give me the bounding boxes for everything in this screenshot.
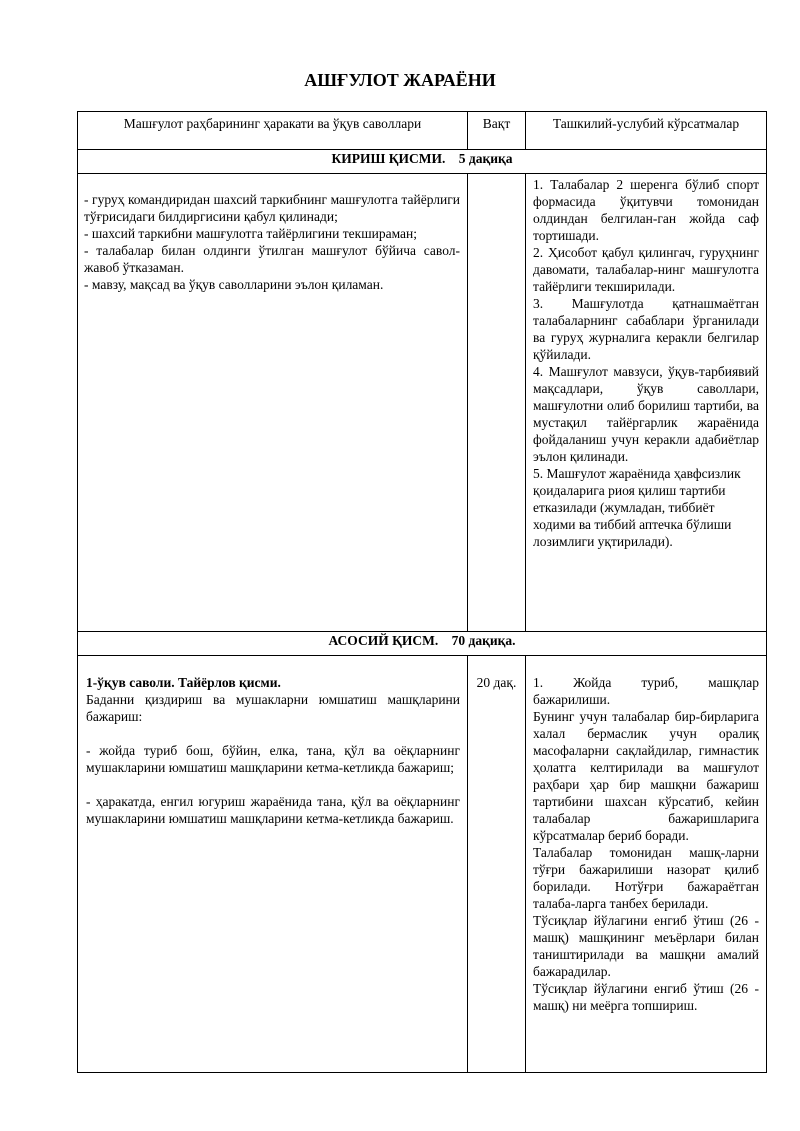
intro-instruction-item: 5. Машғулот жараёнида ҳавфсизлик қоидаларига риоя қилиш тартиби етказилади (жумладан, тиббиёт ходими ва тиббий аптечка бўлиши лозимлиги уқтирилади). xyxy=(533,466,741,549)
intro-instruction-item: 4. Машғулот мавзуси, ўқув-тарбиявий мақсадлари, ўқув саволлари, машғулотни олиб борилиш тартиби, ва мустақил тайёргарлик жараёнида фойдаланиш учун керакли адабиётлар эълон қилинади. xyxy=(533,364,759,464)
intro-time-cell xyxy=(468,174,526,632)
question-item: - жойда туриб бош, бўйин, елка, тана, қўл ва оёқларнинг мушакларини юмшатиш машқларини кетма-кетликда бажариш; xyxy=(86,743,460,775)
lesson-table xyxy=(77,111,767,1073)
main-actions-cell xyxy=(78,656,468,1073)
section-intro-heading xyxy=(78,150,767,174)
question-intro: Баданни қиздириш ва мушакларни юмшатиш машқларини бажариш: xyxy=(86,692,460,724)
intro-instruction-item: 2. Ҳисобот қабул қилингач, гуруҳнинг давомати, талабалар-нинг машғулотга тайёрлиги текширилади. xyxy=(533,245,759,294)
main-instruction-item: Талабалар томонидан машқ-ларни тўғри бажарилиши назорат қилиб борилади. Нотўғри бажараётган талаба-ларга танбех берилади. xyxy=(533,845,759,911)
section-intro-row xyxy=(78,150,767,174)
question-title: 1-ўқув саволи. Тайёрлов қисми. xyxy=(86,675,281,690)
intro-instruction-item: 3. Машғулотда қатнашмаётган талабаларнинг сабаблари ўрганилади ва гуруҳ журналига керакли белгилар қўйилади. xyxy=(533,296,759,362)
main-instruction-item: Тўсиқлар йўлагини енгиб ўтиш (26 - машқ) ни меёрга топшириш. xyxy=(533,981,759,1013)
main-instruction-item: Бунинг учун талабалар бир-бирларига халал бермаслик учун оралиқ масофаларни сақлайдилар, гимнастик ҳолатга келтирилади ва машғулот раҳбари ҳар бир машқни бажариш тартибини шахсан кўрсатиб, кейин талабалар бажаришларига кўрсатмалар бериб боради. xyxy=(533,709,759,843)
main-instruction-item: 1. Жойда туриб, машқлар бажарилиши. xyxy=(533,675,759,707)
document-title: АШҒУЛОТ ЖАРАЁНИ xyxy=(304,70,496,90)
intro-instruction-item: 1. Талабалар 2 шеренга бўлиб спорт формасида ўқитувчи томонидан олдиндан белгилан-ган жойда саф тортишади. xyxy=(533,177,759,243)
header-actions: Машғулот раҳбарининг ҳаракати ва ўқув саволлари xyxy=(78,112,468,150)
section-main-heading xyxy=(78,632,767,656)
section-main-time: 70 дақиқа. xyxy=(451,633,516,648)
intro-instructions-cell xyxy=(526,174,767,632)
main-content-row xyxy=(78,656,767,1073)
header-instructions: Ташкилий-услубий кўрсатмалар xyxy=(526,112,767,150)
main-instruction-item: Тўсиқлар йўлагини енгиб ўтиш (26 - машқ) машқининг меъёрлари билан таништирилади ва машқни амалий бажарадилар. xyxy=(533,913,759,979)
intro-content-row xyxy=(78,174,767,632)
section-intro-time: 5 дақиқа xyxy=(458,151,513,166)
section-main-label: АСОСИЙ ҚИСМ. xyxy=(328,633,439,648)
question-item: - ҳаракатда, енгил югуриш жараёнида тана, қўл ва оёқларнинг мушакларини юмшатиш машқларини кетма-кетликда бажариш. xyxy=(86,794,460,826)
intro-action-item: - талабалар билан олдинги ўтилган машғулот бўйича савол-жавоб ўтказаман. xyxy=(84,243,460,275)
main-instructions-cell xyxy=(526,656,767,1073)
section-intro-label: КИРИШ ҚИСМИ. xyxy=(331,151,446,166)
intro-action-item: - гуруҳ командиридан шахсий таркибнинг машғулотга тайёрлиги тўғрисидаги билдиргисини қабул қилинади; xyxy=(84,192,460,224)
header-time: Вақт xyxy=(468,112,526,150)
section-main-row xyxy=(78,632,767,656)
intro-action-item: - мавзу, мақсад ва ўқув саволларини эълон қиламан. xyxy=(84,277,384,292)
intro-action-item: - шахсий таркибни машғулотга тайёрлигини текшираман; xyxy=(84,226,417,241)
intro-actions-cell xyxy=(78,174,468,632)
main-time-cell: 20 дақ. xyxy=(468,656,526,1073)
header-row xyxy=(78,112,767,150)
